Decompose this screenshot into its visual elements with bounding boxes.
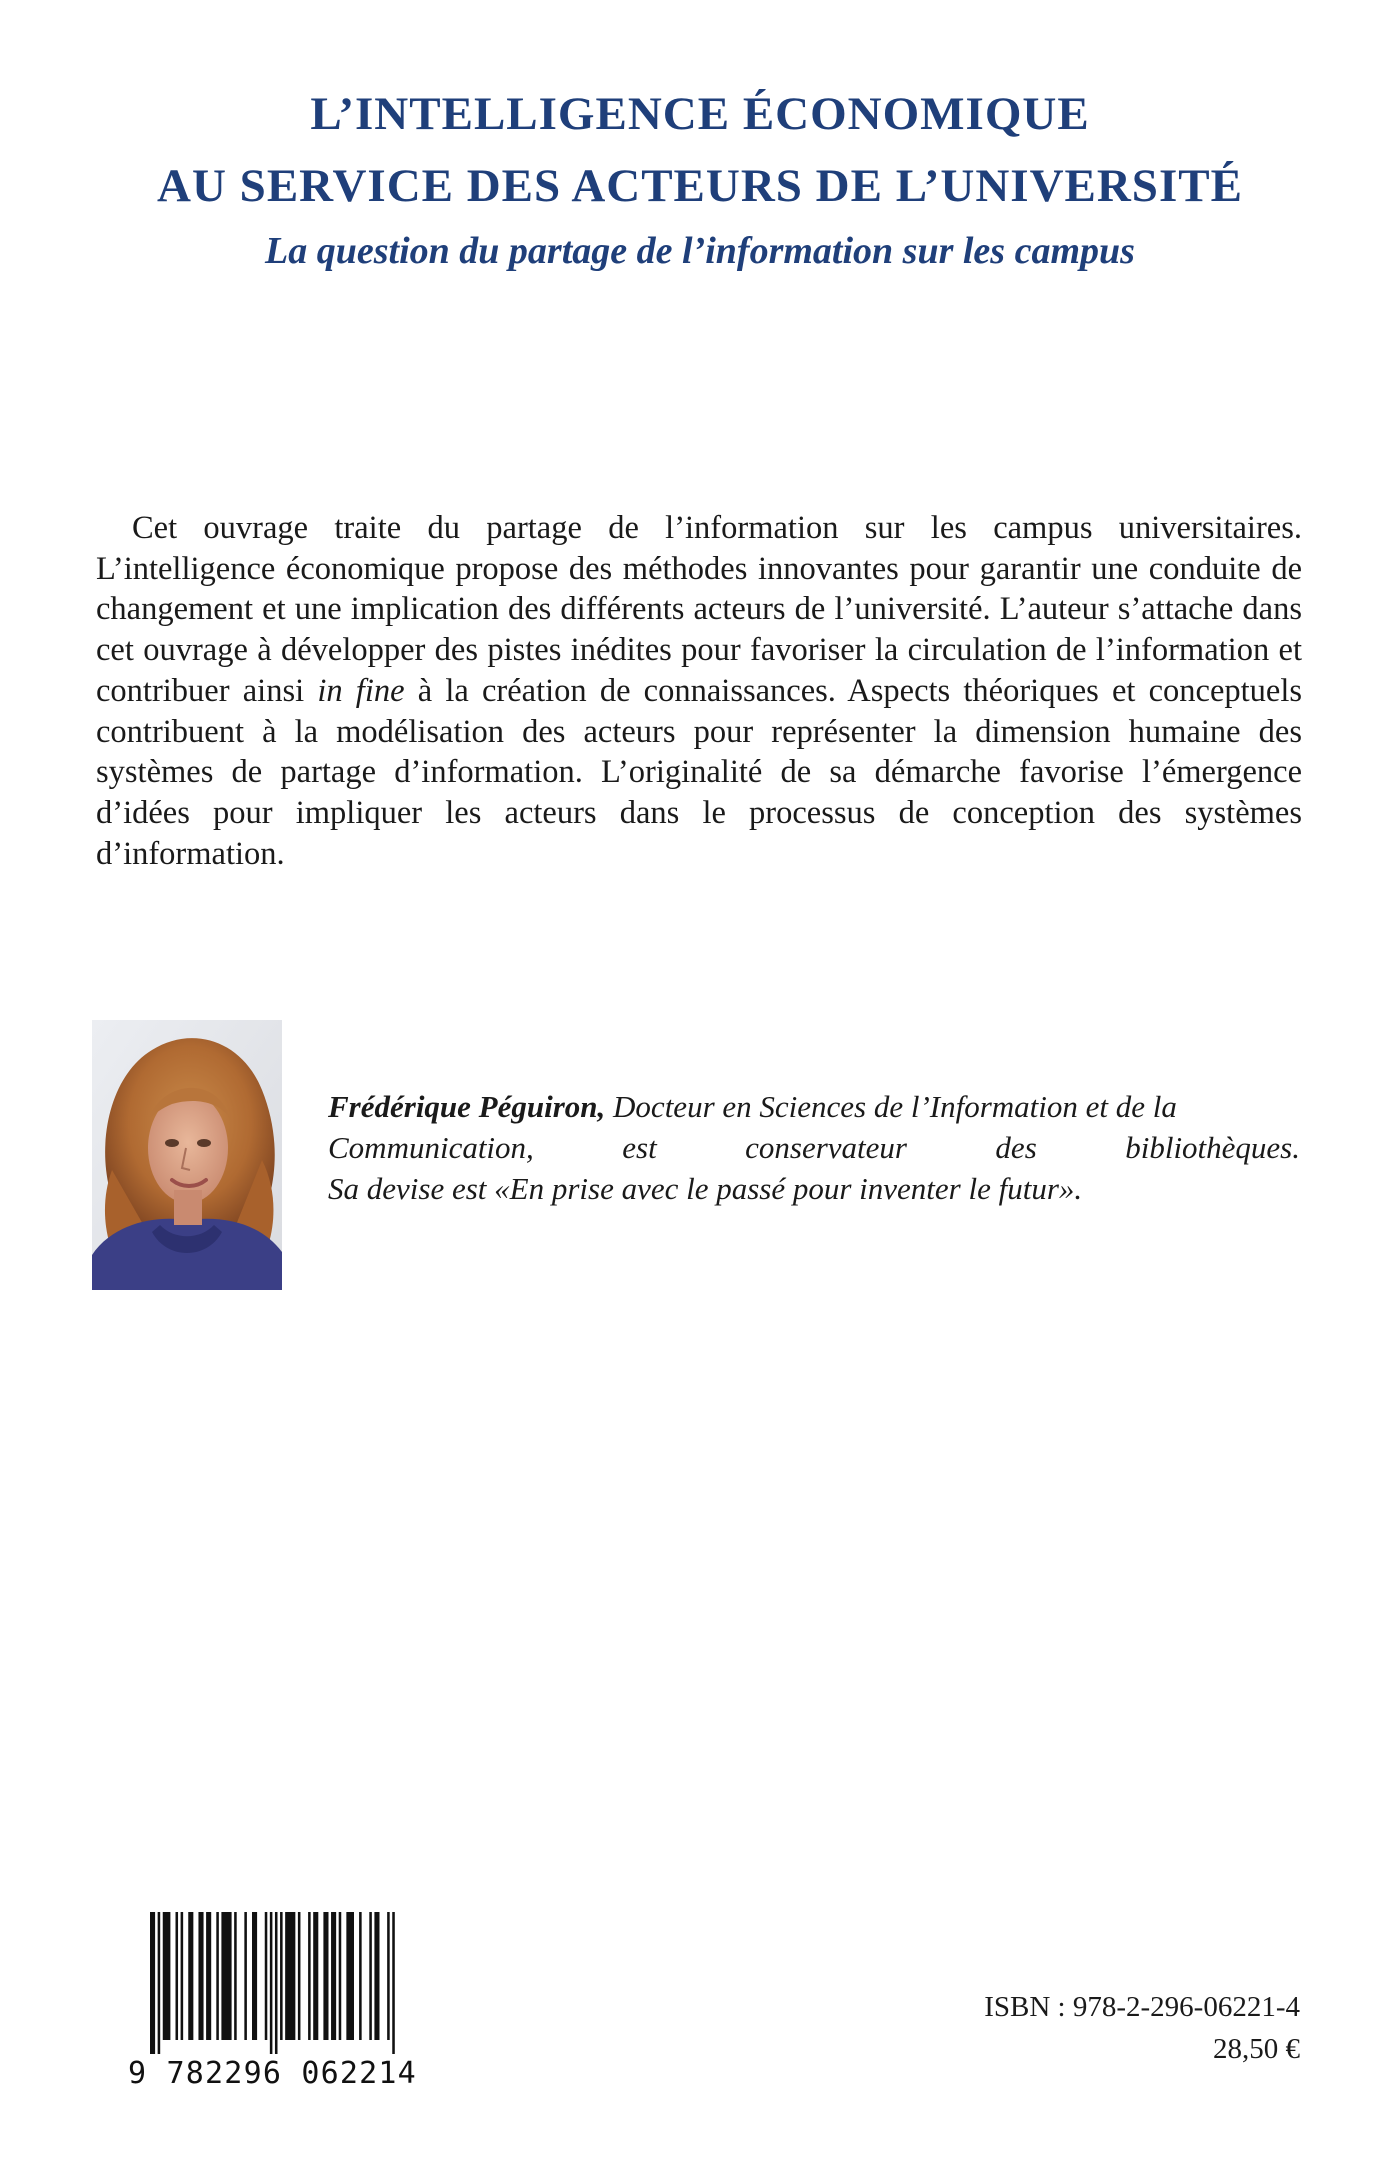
barcode-bar — [252, 1912, 257, 2040]
barcode-bar — [392, 1912, 395, 2054]
barcode-bar — [181, 1912, 184, 2040]
barcode-bar — [244, 1912, 247, 2040]
barcode-bar — [216, 1912, 219, 2040]
description-italic-phrase: in fine — [317, 672, 405, 709]
author-portrait — [92, 1020, 282, 1290]
barcode-bar — [188, 1912, 193, 2040]
author-portrait-image — [92, 1020, 282, 1290]
barcode-bar — [359, 1912, 362, 2040]
barcode-bar — [374, 1912, 379, 2040]
title-block — [0, 78, 1400, 276]
book-description — [96, 508, 1302, 874]
author-bio — [328, 1086, 1300, 1209]
barcode-bar — [346, 1912, 354, 2040]
author-credentials-start: Docteur en Sciences de l’Information et de la — [605, 1089, 1177, 1124]
barcode-bar — [298, 1912, 301, 2040]
barcode-bar — [234, 1912, 237, 2040]
barcode-bar — [275, 1912, 278, 2054]
barcode-bar — [323, 1912, 328, 2040]
book-title-line-2: AU SERVICE DES ACTEURS DE L’UNIVERSITÉ — [157, 160, 1243, 212]
barcode-bar — [163, 1912, 171, 2040]
barcode-bar — [331, 1912, 336, 2040]
barcode-bar — [308, 1912, 311, 2040]
barcode-bar — [313, 1912, 318, 2040]
barcode-bar — [158, 1912, 161, 2054]
barcode-bar — [221, 1912, 231, 2040]
author-bio-line-1 — [328, 1086, 1300, 1127]
barcode-bar — [280, 1912, 283, 2040]
barcode-bar — [176, 1912, 179, 2040]
price: 28,50 € — [1213, 2033, 1300, 2065]
description-text-start: Cet ouvrage traite du partage de l’information sur les campus universitaires. L’intelligence économique propose des méthodes innovantes pour garantir une conduite de changement et une implication des différents acteurs de l’université. L’auteur s’attache dans cet ouvrage à développer des pistes inédites pour favoriser la circulation de l’information et contribuer ainsi — [96, 510, 1302, 709]
author-bio-line-2: Communication, est conservateur des bibliothèques. — [328, 1130, 1300, 1165]
description-text-end: à la création de connaissances. Aspects théoriques et conceptuels contribuent à la modélisation des acteurs pour représenter la dimension humaine des systèmes de partage d’information. L’originalité de sa démarche favorise l’émergence d’idées pour impliquer les acteurs dans le processus de conception des systèmes d’information. — [96, 672, 1303, 872]
author-bio-line-3: Sa devise est «En prise avec le passé pour inventer le futur». — [328, 1171, 1083, 1206]
barcode-bars — [128, 1912, 448, 2054]
author-name: Frédérique Péguiron, — [328, 1089, 606, 1124]
book-title-line-1: L’INTELLIGENCE ÉCONOMIQUE — [310, 88, 1090, 140]
barcode-bar — [339, 1912, 342, 2040]
barcode-digits: 9 782296 062214 — [128, 2056, 417, 2091]
isbn-barcode — [128, 1912, 448, 2094]
barcode-bar — [387, 1912, 390, 2040]
barcode-bar — [270, 1912, 273, 2054]
barcode-bar — [369, 1912, 372, 2040]
barcode-bar — [285, 1912, 295, 2040]
barcode-bar — [198, 1912, 203, 2040]
barcode-bar — [150, 1912, 155, 2054]
barcode-bar — [206, 1912, 211, 2040]
isbn-number: ISBN : 978-2-296-06221-4 — [984, 1991, 1300, 2023]
book-subtitle: La question du partage de l’information sur les campus — [265, 230, 1135, 272]
barcode-bar — [265, 1912, 268, 2040]
